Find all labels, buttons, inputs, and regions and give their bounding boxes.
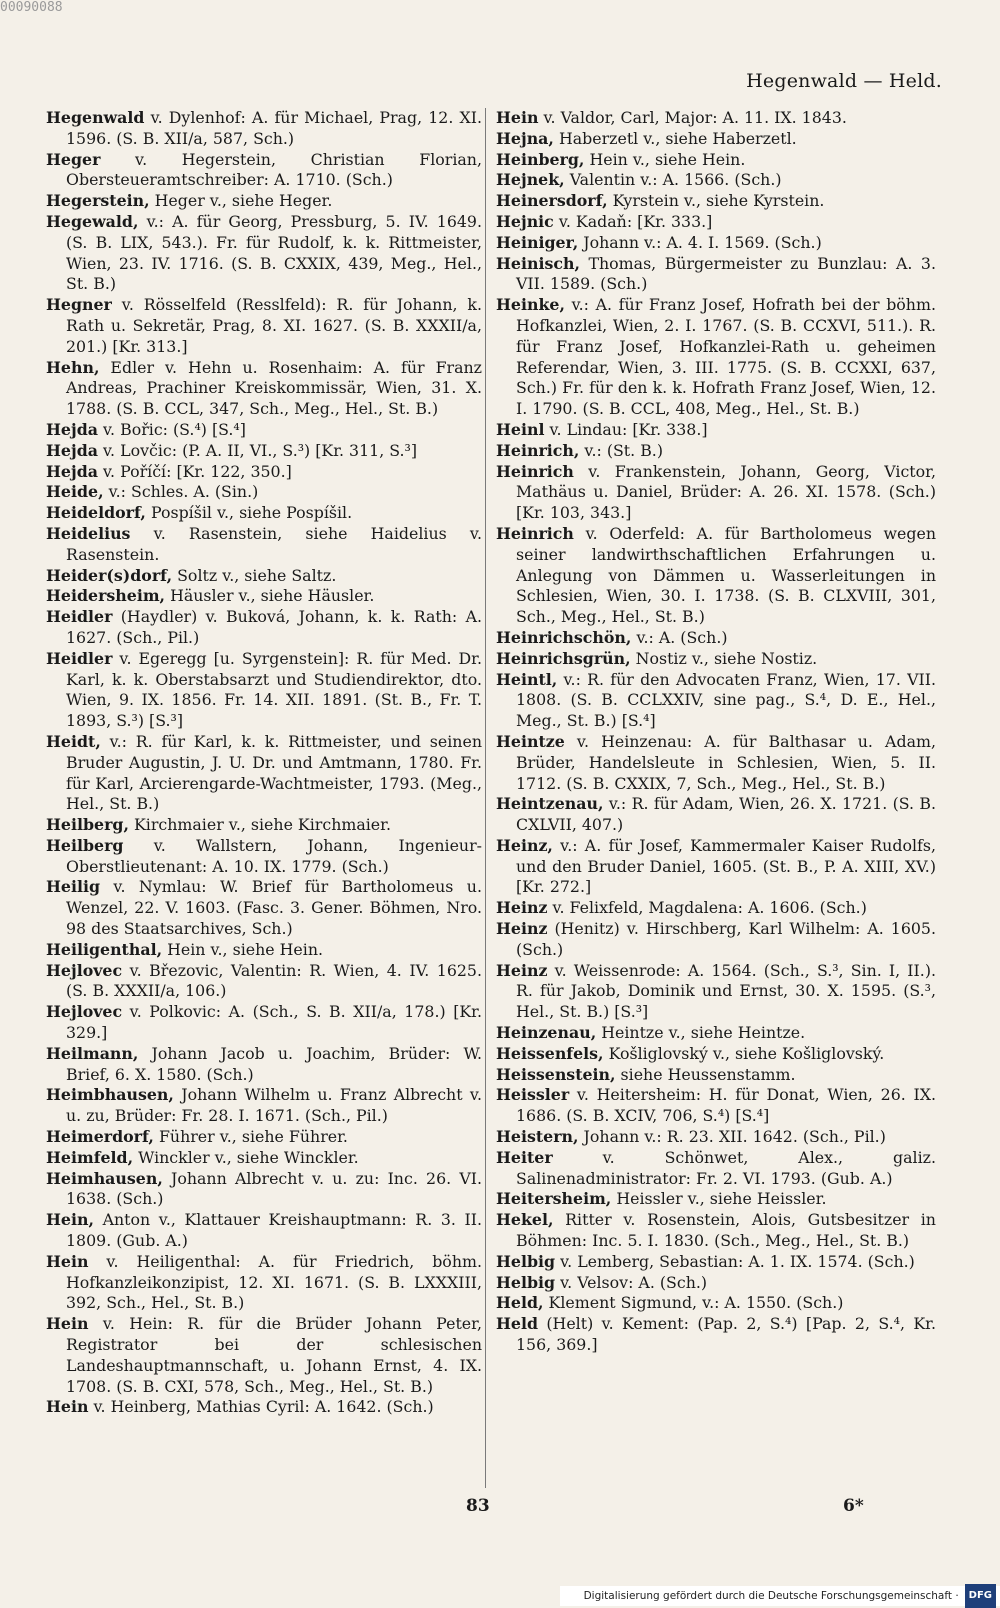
entry-text: Johann Wilhelm u. Franz Albrecht v. u. zu, Brüder: Fr. 28. I. 1671. (Sch., Pil.) bbox=[66, 1085, 482, 1126]
index-entry bbox=[46, 1127, 482, 1148]
index-entry bbox=[46, 566, 482, 587]
entry-text: Häusler v., siehe Häusler. bbox=[165, 586, 375, 606]
entry-text: v. Valdor, Carl, Major: A. 11. IX. 1843. bbox=[538, 108, 847, 127]
entry-text: v.: A. für Georg, Pressburg, 5. IV. 1649. (S. B. LIX, 543.). Fr. für Rudolf, k. k. Rittmeister, Wien, 23. IV. 1716. (S. B. CXXIX, 439, Meg., Hel., St. B.) bbox=[66, 211, 482, 294]
entry-text: v.: R. für Karl, k. k. Rittmeister, und seinen Bruder Augustin, J. U. Dr. und Amtmann, 1780. Fr. für Karl, Arcierengarde-Wachtmeister, 1793. (Meg., Hel., St. B.) bbox=[66, 731, 482, 814]
entry-text: v. Frankenstein, Johann, Georg, Victor, Mathäus u. Daniel, Brüder: A. 26. XI. 1578. (Sch.) [Kr. 103, 343.] bbox=[516, 461, 936, 523]
entry-text: Johann Jacob u. Joachim, Brüder: W. Brief, 6. X. 1580. (Sch.) bbox=[66, 1043, 482, 1084]
index-entry bbox=[496, 524, 936, 628]
entry-headword: Hein bbox=[46, 1314, 89, 1334]
entry-text: v. Březovic, Valentin: R. Wien, 4. IV. 1625. (S. B. XXXII/a, 106.) bbox=[66, 960, 482, 1001]
index-entry bbox=[496, 108, 936, 129]
index-entry bbox=[496, 1314, 936, 1356]
entry-text: v. Dylenhof: A. für Michael, Prag, 12. XI. 1596. (S. B. XII/a, 587, Sch.) bbox=[66, 108, 482, 148]
dfg-logo: DFG bbox=[965, 1584, 996, 1608]
entry-headword: Heintze bbox=[496, 731, 565, 751]
index-entry bbox=[496, 170, 936, 191]
entry-headword: Heitersheim, bbox=[496, 1189, 612, 1209]
index-entry bbox=[496, 898, 936, 919]
page-number: 83 bbox=[466, 1496, 490, 1516]
index-entry bbox=[46, 961, 482, 1003]
index-entry bbox=[46, 441, 482, 462]
index-entry bbox=[46, 836, 482, 878]
entry-text: v. Egeregg [u. Syrgenstein]: R. für Med. Dr. Karl, k. k. Oberstabsarzt und Studiendirektor, dto. Wien, 9. IX. 1856. Fr. 14. XII. 1891. (St. B., Fr. T. 1893, S.³) [S.³] bbox=[66, 648, 482, 731]
index-entry bbox=[46, 503, 482, 524]
index-entry bbox=[496, 836, 936, 898]
entry-text: Košliglovský v., siehe Košliglovský. bbox=[603, 1043, 885, 1063]
index-entry bbox=[46, 420, 482, 441]
index-entry bbox=[46, 1169, 482, 1211]
entry-headword: Held bbox=[496, 1314, 539, 1334]
entry-headword: Heinrichsgrün, bbox=[496, 648, 631, 668]
index-entry bbox=[496, 732, 936, 794]
entry-headword: Heissenstein, bbox=[496, 1064, 616, 1084]
entry-text: Thomas, Bürgermeister zu Bunzlau: A. 3. VII. 1589. (Sch.) bbox=[516, 253, 936, 294]
entry-text: (Haydler) v. Buková, Johann, k. k. Rath: A. 1627. (Sch., Pil.) bbox=[66, 607, 482, 647]
entry-text: v. Polkovic: A. (Sch., S. B. XII/a, 178.) [Kr. 329.] bbox=[66, 1002, 482, 1043]
entry-text: v. Lindau: [Kr. 338.] bbox=[544, 419, 708, 439]
index-entry bbox=[496, 628, 936, 649]
entry-text: Hein v., siehe Hein. bbox=[584, 149, 746, 169]
index-entry bbox=[46, 191, 482, 212]
footer-text: Digitalisierung gefördert durch die Deutsche Forschungsgemeinschaft · bbox=[583, 1590, 959, 1602]
index-entry bbox=[46, 295, 482, 357]
entry-text: v. Heitersheim: H. für Donat, Wien, 26. IX. 1686. (S. B. XCIV, 706, S.⁴) [S.⁴] bbox=[516, 1085, 936, 1126]
index-entry bbox=[46, 1397, 482, 1418]
entry-text: v. Velsov: A. (Sch.) bbox=[555, 1272, 708, 1292]
entry-headword: Heimfeld, bbox=[46, 1147, 134, 1167]
index-entry bbox=[496, 420, 936, 441]
entry-headword: Heinrich bbox=[496, 523, 574, 543]
entry-headword: Heilberg, bbox=[46, 815, 129, 835]
entry-text: v.: R. für den Advocaten Franz, Wien, 17. VII. 1808. (S. B. CCLXXIV, sine pag., S.⁴, D. E., Hel., Meg., St. B.) [S.⁴] bbox=[516, 669, 936, 731]
entry-headword: Heilig bbox=[46, 877, 101, 897]
entry-text: v. Oderfeld: A. für Bartholomeus wegen seiner landwirthschaftlichen Erfahrungen u. Anlegung von Dämmen u. Wasserleitungen in Schlesien, Wien, 30. I. 1738. (S. B. CLXVIII, 301, Sch., Meg., Hel., St. B.) bbox=[516, 523, 936, 627]
index-entry bbox=[496, 1252, 936, 1273]
entry-headword: Heide, bbox=[46, 482, 104, 502]
entry-headword: Heinisch, bbox=[496, 253, 580, 273]
entry-headword: Hejda bbox=[46, 419, 98, 439]
entry-headword: Helbig bbox=[496, 1251, 556, 1271]
index-entry bbox=[496, 1210, 936, 1252]
entry-headword: Heidersheim, bbox=[46, 586, 166, 606]
entry-text: v. Nymlau: W. Brief für Bartholomeus u. Wenzel, 22. V. 1603. (Fasc. 3. Gener. Böhmen, Nro. 98 des Staatsarchives, Sch.) bbox=[66, 877, 482, 939]
index-entry bbox=[46, 482, 482, 503]
index-entry bbox=[46, 586, 482, 607]
column-divider bbox=[485, 108, 486, 1488]
entry-headword: Heider(s)dorf, bbox=[46, 565, 173, 585]
index-entry bbox=[496, 1127, 936, 1148]
index-entry bbox=[496, 1273, 936, 1294]
signature-mark: 6* bbox=[843, 1496, 864, 1516]
index-entry bbox=[46, 1252, 482, 1314]
entry-headword: Heinzenau, bbox=[496, 1023, 597, 1043]
entry-headword: Hegerstein, bbox=[46, 191, 150, 211]
entry-text: Heissler v., siehe Heissler. bbox=[611, 1189, 827, 1209]
index-entry bbox=[496, 441, 936, 462]
entry-headword: Heistern, bbox=[496, 1127, 579, 1147]
digitization-footer bbox=[560, 1586, 1000, 1606]
entry-headword: Heinz, bbox=[496, 835, 553, 855]
entry-text: Heintze v., siehe Heintze. bbox=[596, 1023, 806, 1043]
entry-headword: Hejda bbox=[46, 440, 98, 460]
entry-headword: Heiter bbox=[496, 1147, 553, 1167]
entry-headword: Heger bbox=[46, 149, 101, 169]
entry-text: Heger v., siehe Heger. bbox=[149, 191, 333, 211]
entry-headword: Heidler bbox=[46, 607, 113, 627]
entry-text: v. Weissenrode: A. 1564. (Sch., S.³, Sin. I, II.). R. für Jakob, Dominik und Ernst, 30. X. 1595. (S.³, Hel., St. B.) [S.³] bbox=[516, 960, 936, 1022]
index-entry bbox=[496, 919, 936, 961]
entry-text: Johann v.: R. 23. XII. 1642. (Sch., Pil.) bbox=[578, 1127, 886, 1147]
entry-headword: Heissenfels, bbox=[496, 1043, 604, 1063]
index-entry bbox=[496, 961, 936, 1023]
entry-headword: Heinrichschön, bbox=[496, 627, 632, 647]
index-entry bbox=[46, 1002, 482, 1044]
running-head: Hegenwald — Held. bbox=[746, 70, 942, 92]
entry-headword: Heinz bbox=[496, 919, 548, 939]
entry-headword: Heinrich bbox=[496, 461, 574, 481]
entry-headword: Heinz bbox=[496, 898, 548, 918]
right-column bbox=[496, 108, 936, 1356]
index-entry bbox=[496, 794, 936, 836]
index-entry bbox=[496, 1044, 936, 1065]
entry-text: Hein v., siehe Hein. bbox=[162, 939, 324, 959]
entry-text: v.: Schles. A. (Sin.) bbox=[103, 482, 259, 502]
entry-text: Johann Albrecht v. u. zu: Inc. 26. VI. 1638. (Sch.) bbox=[66, 1168, 482, 1209]
entry-headword: Heimbhausen, bbox=[46, 1085, 174, 1105]
index-entry bbox=[46, 1314, 482, 1397]
entry-headword: Heinersdorf, bbox=[496, 191, 608, 211]
entry-text: Ritter v. Rosenstein, Alois, Gutsbesitzer in Böhmen: Inc. 5. I. 1830. (Sch., Meg., Hel., St. B.) bbox=[516, 1210, 936, 1251]
entry-headword: Heinrich, bbox=[496, 440, 580, 460]
entry-text: (Henitz) v. Hirschberg, Karl Wilhelm: A. 1605. (Sch.) bbox=[516, 919, 936, 959]
entry-headword: Heintzenau, bbox=[496, 794, 604, 814]
entry-text: v. Hein: R. für die Brüder Johann Peter, Registrator bei der schlesischen Landeshauptmannschaft, u. Johann Ernst, 4. IX. 1708. (S. B. CXI, 578, Sch., Meg., Hel., St. B.) bbox=[66, 1314, 482, 1396]
index-entry bbox=[496, 649, 936, 670]
index-entry bbox=[496, 1023, 936, 1044]
index-entry bbox=[496, 254, 936, 296]
entry-text: siehe Heussenstamm. bbox=[615, 1064, 796, 1084]
entry-text: v.: R. für Adam, Wien, 26. X. 1721. (S. B. CXLVII, 407.) bbox=[516, 794, 936, 835]
index-entry bbox=[46, 524, 482, 566]
entry-text: v. Bořic: (S.⁴) [S.⁴] bbox=[97, 419, 246, 439]
left-column bbox=[46, 108, 482, 1418]
entry-text: v. Felixfeld, Magdalena: A. 1606. (Sch.) bbox=[547, 898, 867, 918]
entry-headword: Hein bbox=[46, 1397, 89, 1417]
entry-headword: Heilberg bbox=[46, 835, 124, 855]
entry-headword: Heinl bbox=[496, 419, 545, 439]
index-entry bbox=[46, 940, 482, 961]
index-entry bbox=[46, 815, 482, 836]
entry-headword: Hegewald, bbox=[46, 211, 139, 231]
entry-text: Soltz v., siehe Saltz. bbox=[172, 565, 337, 585]
entry-text: v. Heiligenthal: A. für Friedrich, böhm. Hofkanzleikonzipist, 12. XI. 1671. (S. B. LXXXIII, 392, Sch., Hel., St. B.) bbox=[66, 1251, 482, 1313]
index-entry bbox=[496, 129, 936, 150]
entry-text: v.: A. (Sch.) bbox=[631, 627, 728, 647]
entry-headword: Hegenwald bbox=[46, 108, 145, 127]
index-entry bbox=[46, 1148, 482, 1169]
index-entry bbox=[496, 670, 936, 732]
entry-text: v. Heinberg, Mathias Cyril: A. 1642. (Sch.) bbox=[88, 1397, 434, 1417]
entry-headword: Heiniger, bbox=[496, 232, 579, 252]
index-entry bbox=[46, 358, 482, 420]
entry-text: Nostiz v., siehe Nostiz. bbox=[630, 648, 818, 668]
index-entry bbox=[46, 649, 482, 732]
index-entry bbox=[496, 1189, 936, 1210]
entry-text: v.: A. für Josef, Kammermaler Kaiser Rudolfs, und den Bruder Daniel, 1605. (St. B., P. A. XIII, XV.) [Kr. 272.] bbox=[516, 835, 936, 897]
index-entry bbox=[496, 212, 936, 233]
entry-text: Kyrstein v., siehe Kyrstein. bbox=[607, 191, 825, 211]
entry-headword: Hejnek, bbox=[496, 170, 565, 190]
entry-headword: Heimhausen, bbox=[46, 1168, 163, 1188]
entry-headword: Hein, bbox=[46, 1210, 94, 1230]
entry-text: v. Poříčí: [Kr. 122, 350.] bbox=[97, 461, 292, 481]
entry-headword: Heiligenthal, bbox=[46, 939, 163, 959]
entry-text: Kirchmaier v., siehe Kirchmaier. bbox=[128, 815, 391, 835]
index-entry bbox=[496, 1148, 936, 1190]
entry-text: v. Wallstern, Johann, Ingenieur-Oberstlieutenant: A. 10. IX. 1779. (Sch.) bbox=[66, 835, 482, 876]
index-entry bbox=[496, 462, 936, 524]
entry-text: Winckler v., siehe Winckler. bbox=[133, 1147, 359, 1167]
entry-text: (Helt) v. Kement: (Pap. 2, S.⁴) [Pap. 2, S.⁴, Kr. 156, 369.] bbox=[516, 1314, 936, 1355]
entry-headword: Heissler bbox=[496, 1085, 570, 1105]
entry-text: Valentin v.: A. 1566. (Sch.) bbox=[564, 170, 782, 190]
entry-headword: Helbig bbox=[496, 1272, 556, 1292]
entry-headword: Heinz bbox=[496, 960, 548, 980]
entry-text: v.: A. für Franz Josef, Hofrath bei der böhm. Hofkanzlei, Wien, 2. I. 1767. (S. B. CCXVI, 511.). R. für Franz Josef, Hofkanzlei-Rath u. geheimen Referendar, Wien, 3. III. 1775. (S. B. CCXXI, 637, Sch.) Fr. für den k. k. Hofrath Franz Josef, Wien, 12. I. 1790. (S. B. CCL, 408, Meg., Hel., St. B.) bbox=[516, 295, 936, 419]
entry-text: v. Heinzenau: A. für Balthasar u. Adam, Brüder, Handelsleute in Schlesien, Wien, 5. II. 1712. (S. B. CXXIX, 7, Sch., Meg., Hel., St. B.) bbox=[516, 731, 936, 793]
entry-headword: Hein bbox=[46, 1251, 89, 1271]
entry-text: v.: (St. B.) bbox=[579, 440, 663, 460]
index-entry bbox=[496, 1085, 936, 1127]
entry-headword: Hejlovec bbox=[46, 1002, 123, 1022]
entry-headword: Heintl, bbox=[496, 669, 558, 689]
entry-text: v. Hegerstein, Christian Florian, Obersteueramtschreiber: A. 1710. (Sch.) bbox=[66, 149, 482, 190]
entry-headword: Hejna, bbox=[496, 128, 554, 148]
entry-headword: Heidler bbox=[46, 648, 113, 668]
entry-text: v. Lemberg, Sebastian: A. 1. IX. 1574. (Sch.) bbox=[555, 1251, 915, 1271]
entry-headword: Hegner bbox=[46, 295, 112, 315]
index-entry bbox=[46, 877, 482, 939]
index-entry bbox=[46, 1044, 482, 1086]
entry-headword: Hejda bbox=[46, 461, 98, 481]
entry-headword: Heidelius bbox=[46, 523, 131, 543]
index-entry bbox=[46, 462, 482, 483]
index-entry bbox=[46, 212, 482, 295]
entry-headword: Hejlovec bbox=[46, 960, 123, 980]
entry-text: v. Kadaň: [Kr. 333.] bbox=[553, 211, 713, 231]
entry-headword: Heinberg, bbox=[496, 149, 585, 169]
entry-text: Führer v., siehe Führer. bbox=[153, 1127, 348, 1147]
index-entry bbox=[496, 191, 936, 212]
entry-text: Johann v.: A. 4. I. 1569. (Sch.) bbox=[578, 232, 822, 252]
index-entry bbox=[496, 233, 936, 254]
entry-headword: Hein bbox=[496, 108, 539, 127]
entry-text: Edler v. Hehn u. Rosenhaim: A. für Franz Andreas, Prachiner Kreiskommissär, Wien, 31. X. 1788. (S. B. CCL, 347, Sch., Meg., Hel., St. B.) bbox=[66, 357, 482, 419]
index-entry bbox=[46, 108, 482, 150]
index-entry bbox=[46, 732, 482, 815]
index-entry bbox=[46, 1210, 482, 1252]
entry-text: Anton v., Klattauer Kreishauptmann: R. 3. II. 1809. (Gub. A.) bbox=[66, 1210, 482, 1251]
entry-headword: Hehn, bbox=[46, 357, 100, 377]
entry-headword: Heilmann, bbox=[46, 1043, 139, 1063]
index-entry bbox=[496, 1065, 936, 1086]
entry-headword: Heinke, bbox=[496, 295, 565, 315]
entry-headword: Hekel, bbox=[496, 1210, 554, 1230]
entry-headword: Held, bbox=[496, 1293, 544, 1313]
entry-text: v. Lovčic: (P. A. II, VI., S.³) [Kr. 311, S.³] bbox=[97, 440, 418, 460]
entry-headword: Heideldorf, bbox=[46, 503, 146, 523]
index-entry bbox=[46, 607, 482, 649]
entry-text: Haberzetl v., siehe Haberzetl. bbox=[553, 128, 797, 148]
scan-id: 00090088 bbox=[0, 0, 63, 15]
index-entry bbox=[496, 295, 936, 420]
entry-headword: Heidt, bbox=[46, 731, 101, 751]
index-entry bbox=[496, 150, 936, 171]
entry-text: v. Rasenstein, siehe Haidelius v. Rasenstein. bbox=[66, 523, 482, 564]
entry-text: Klement Sigmund, v.: A. 1550. (Sch.) bbox=[543, 1293, 844, 1313]
index-entry bbox=[46, 150, 482, 192]
entry-text: v. Rösselfeld (Resslfeld): R. für Johann, k. Rath u. Sekretär, Prag, 8. XI. 1627. (S. B. XXXII/a, 201.) [Kr. 313.] bbox=[66, 295, 482, 356]
entry-text: v. Schönwet, Alex., galiz. Salinenadministrator: Fr. 2. VI. 1793. (Gub. A.) bbox=[516, 1147, 936, 1188]
index-entry bbox=[496, 1293, 936, 1314]
entry-text: Pospíšil v., siehe Pospíšil. bbox=[145, 503, 353, 523]
entry-headword: Hejnic bbox=[496, 211, 554, 231]
entry-headword: Heimerdorf, bbox=[46, 1127, 154, 1147]
index-entry bbox=[46, 1085, 482, 1127]
